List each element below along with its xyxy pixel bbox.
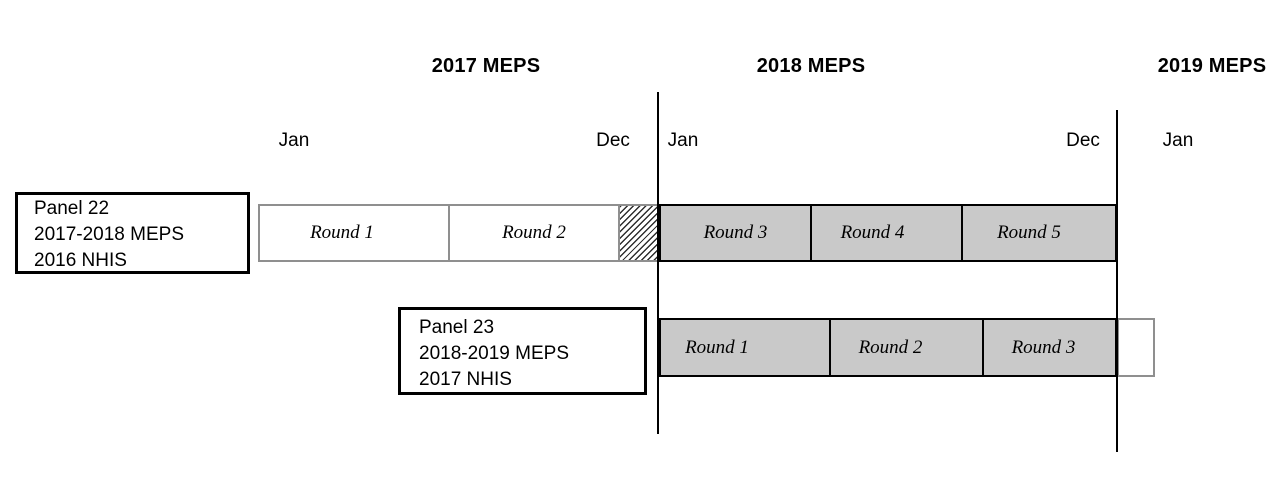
panel22-round4-label: Round 4 (840, 222, 905, 243)
panel23-nhis-year: 2017 NHIS (419, 369, 512, 390)
panel22-round4-box (812, 204, 963, 262)
panel22-round1-box (258, 204, 450, 262)
panel22-round2-label: Round 2 (502, 222, 566, 243)
panel22-round1-label: Round 1 (310, 222, 374, 243)
panel22-yearend-hatch-box (620, 204, 658, 262)
year-divider-line-2018-2019 (1116, 110, 1118, 452)
year-header-2019-meps: 2019 MEPS (1157, 55, 1267, 77)
panel23-label-box (398, 307, 647, 395)
panel22-round5-label: Round 5 (997, 222, 1061, 243)
panel22-meps-years: 2017-2018 MEPS (34, 224, 184, 245)
panel23-round1-box (659, 318, 831, 377)
panel22-round5-box (963, 204, 1117, 262)
panel22-round3-label: Round 3 (703, 222, 768, 243)
panel23-round2-label: Round 2 (858, 336, 923, 358)
panel23-2019-continuation-box (1117, 318, 1155, 377)
panel22-title: Panel 22 (34, 198, 110, 219)
panel23-round1-label: Round 1 (685, 336, 749, 358)
panel23-round3-label: Round 3 (1011, 336, 1076, 358)
panel23-round2-box (831, 318, 984, 377)
panel23-meps-years: 2018-2019 MEPS (419, 343, 569, 364)
month-label-dec-2018: Dec (1066, 130, 1100, 151)
month-label-dec-2017: Dec (596, 130, 630, 151)
month-label-jan-2019: Jan (1162, 130, 1194, 151)
panel22-round2-box (450, 204, 620, 262)
panel23-round3-box (984, 318, 1117, 377)
month-label-jan-2017: Jan (278, 130, 310, 151)
panel23-title: Panel 23 (419, 317, 495, 338)
panel22-round3-box (659, 204, 812, 262)
year-header-2018-meps: 2018 MEPS (756, 55, 866, 77)
panel22-nhis-year: 2016 NHIS (34, 250, 127, 271)
year-divider-line-2017-2018 (657, 92, 659, 434)
panel22-label-box (15, 192, 250, 274)
month-label-jan-2018: Jan (667, 130, 699, 151)
year-header-2017-meps: 2017 MEPS (431, 55, 541, 77)
